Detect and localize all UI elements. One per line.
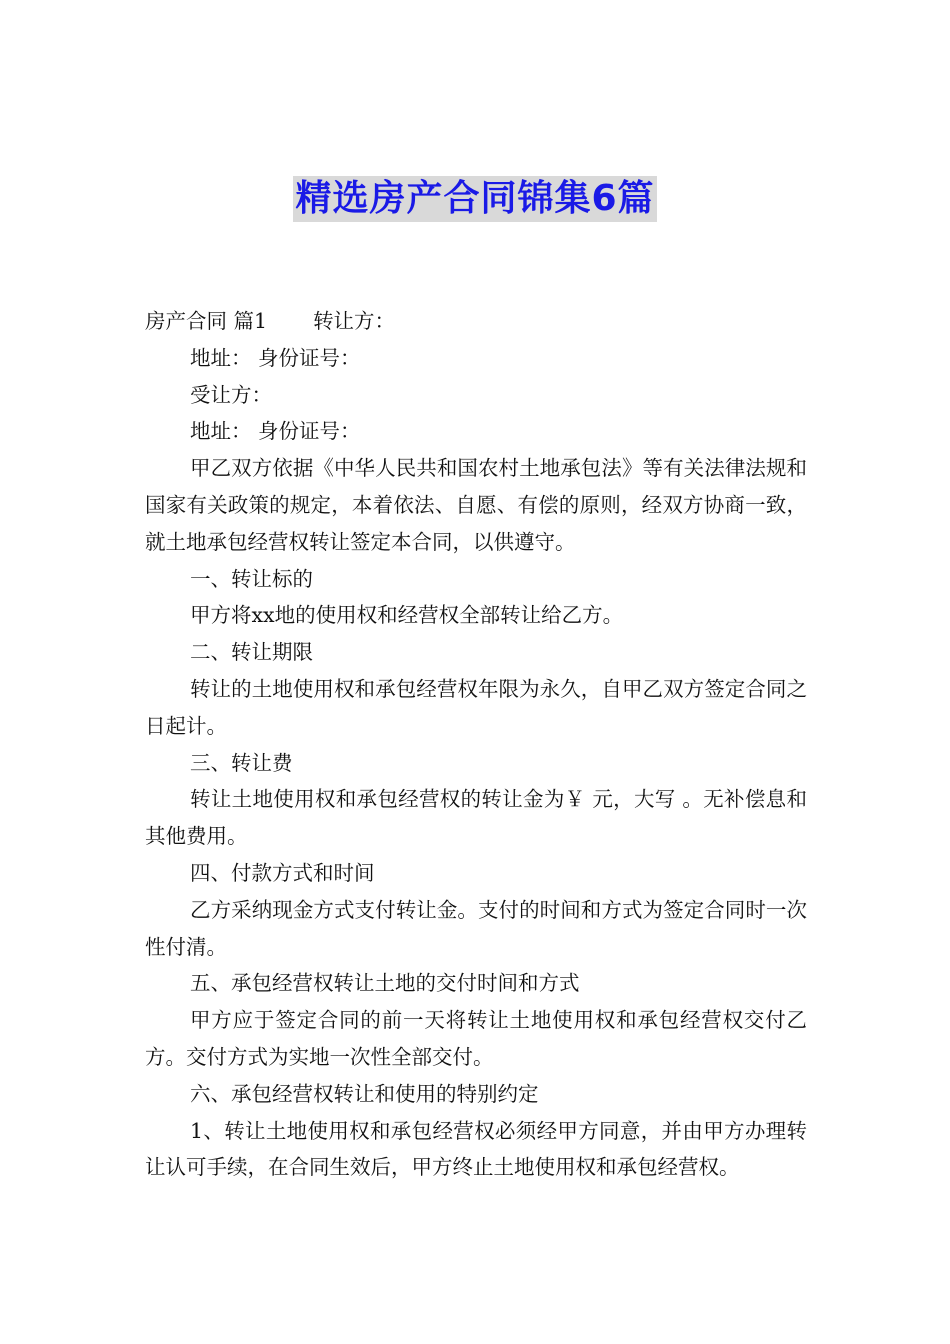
title-container — [0, 176, 950, 222]
section-heading: 二、转让期限 — [190, 640, 313, 665]
section-heading: 六、承包经营权转让和使用的特别约定 — [190, 1081, 539, 1106]
paragraph: 乙方采纳现金方式支付转让金。支付的时间和方式为签定合同时一次性付清。 — [145, 897, 807, 959]
paragraph: 1、转让土地使用权和承包经营权必须经甲方同意，并由甲方办理转让认可手续，在合同生效后，甲方终止土地使用权和承包经营权。 — [145, 1118, 807, 1180]
paragraph: 甲方应于签定合同的前一天将转让土地使用权和承包经营权交付乙方。交付方式为实地一次性全部交付。 — [145, 1008, 807, 1069]
section-heading: 一、转让标的 — [190, 566, 313, 591]
paragraph: 受让方： — [190, 382, 272, 407]
paragraph: 转让土地使用权和承包经营权的转让金为￥ 元，大写 。无补偿息和其他费用。 — [145, 787, 807, 849]
first-line — [145, 303, 807, 340]
section-heading: 四、付款方式和时间 — [190, 860, 375, 885]
section-heading: 五、承包经营权转让土地的交付时间和方式 — [190, 971, 580, 996]
transferor-label: 转让方： — [313, 309, 396, 333]
paragraph: 地址： 身份证号： — [190, 419, 361, 444]
paragraph: 地址： 身份证号： — [190, 345, 361, 370]
section-heading: 房产合同 篇1 — [145, 309, 268, 333]
paragraph: 甲方将xx地的使用权和经营权全部转让给乙方。 — [190, 603, 624, 628]
document-body — [145, 303, 807, 1186]
document-title: 精选房产合同锦集6篇 — [293, 176, 656, 222]
paragraph: 甲乙双方依据《中华人民共和国农村土地承包法》等有关法律法规和国家有关政策的规定，本着依法、自愿、有偿的原则，经双方协商一致，就土地承包经营权转让签定本合同，以供遵守。 — [145, 456, 807, 554]
paragraph: 转让的土地使用权和承包经营权年限为永久，自甲乙双方签定合同之日起计。 — [145, 676, 807, 738]
section-heading: 三、转让费 — [190, 750, 293, 775]
